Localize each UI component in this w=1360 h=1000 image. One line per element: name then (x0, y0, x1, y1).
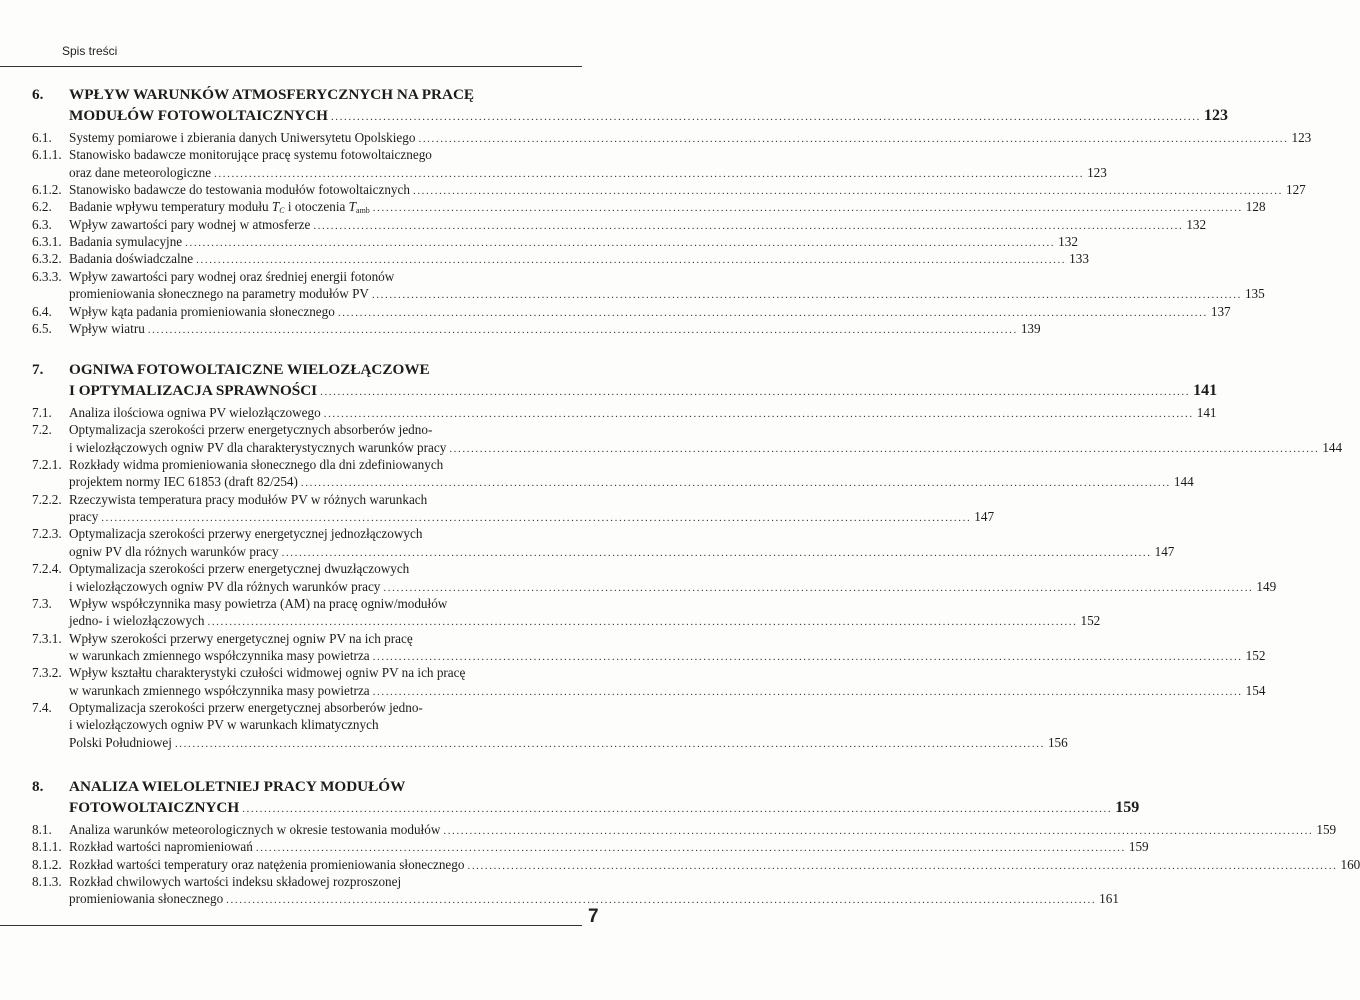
dot-leader: ........................................................................................................................................................................................................ (383, 582, 1254, 594)
entry-title-line: Stanowisko badawcze monitorujące pracę systemu fotowoltaicznego (69, 147, 432, 162)
toc-entry (32, 716, 567, 734)
chapter-heading (32, 776, 567, 797)
entry-title-line: Rozkład wartości temperatury oraz natężenia promieniowania słonecznego (69, 857, 465, 872)
entry-title-line: Optymalizacja szerokości przerw energetycznej absorberów jedno- (69, 700, 423, 715)
toc-entry (32, 181, 1306, 199)
toc-entry (32, 630, 567, 648)
chapter-number: 8. (32, 778, 44, 795)
entry-title-line: Optymalizacja szerokości przerwy energetycznej jednozłączowych (69, 526, 423, 541)
entry-page-number: 133 (1069, 251, 1089, 266)
entry-title-line: Polski Południowej (69, 735, 172, 750)
entry-title-line: Systemy pomiarowe i zbierania danych Uniwersytetu Opolskiego (69, 130, 416, 145)
dot-leader: ........................................................................................................................................................................................................ (174, 738, 1045, 750)
toc-entry (32, 612, 1101, 630)
dot-leader: ........................................................................................................................................................................................................ (412, 185, 1283, 197)
entry-number: 7.2.2. (32, 492, 62, 507)
entry-number: 6.1. (32, 130, 52, 145)
chapter-page-number: 159 (1115, 799, 1140, 816)
toc-entry (32, 525, 567, 543)
entry-number: 8.1.2. (32, 857, 62, 872)
page-number: 7 (588, 906, 599, 927)
entry-page-number: 144 (1173, 474, 1194, 489)
entry-number: 6.3. (32, 217, 52, 232)
chapter-page-number: 123 (1203, 107, 1228, 124)
toc-entry (32, 164, 1107, 182)
entry-number: 8.1. (32, 822, 52, 837)
chapter-title-line: ANALIZA WIELOLETNIEJ PRACY MODUŁÓW (69, 778, 406, 795)
entry-number: 6.2. (32, 199, 52, 214)
dot-leader: ........................................................................................................................................................................................................ (313, 220, 1184, 232)
dot-leader: ........................................................................................................................................................................................................ (418, 133, 1289, 145)
entry-number: 6.1.1. (32, 147, 62, 162)
toc-entry (32, 303, 1231, 321)
entry-title-line: i wielozłączowych ogniw PV dla charakterystycznych warunków pracy (69, 440, 447, 455)
toc-entry (32, 595, 567, 613)
entry-title-line: Wpływ zawartości pary wodnej oraz średniej energii fotonów (69, 269, 395, 284)
dot-leader: ........................................................................................................................................................................................................ (196, 254, 1067, 266)
toc-entry (32, 473, 1194, 491)
toc-entry (32, 216, 1207, 234)
toc-entry (32, 838, 1149, 856)
toc-entry (32, 404, 1217, 422)
entry-page-number: 128 (1245, 199, 1266, 214)
chapter-heading (32, 797, 1140, 818)
dot-leader: ........................................................................................................................................................................................................ (330, 111, 1201, 123)
dot-leader: ........................................................................................................................................................................................................ (320, 386, 1191, 398)
toc-entry (32, 320, 1041, 338)
entry-title-line: Rozkład wartości napromieniowań (69, 839, 253, 854)
toc-entry (32, 285, 1265, 303)
chapter-heading (32, 380, 1218, 401)
running-head: Spis treści (62, 44, 118, 58)
entry-page-number: 152 (1080, 613, 1101, 628)
dot-leader: ........................................................................................................................................................................................................ (337, 307, 1208, 319)
toc-entry (32, 890, 1119, 908)
entry-title-line: Rzeczywista temperatura pracy modułów PV w różnych warunkach (69, 492, 428, 507)
dot-leader: ........................................................................................................................................................................................................ (467, 860, 1338, 872)
toc-entry (32, 873, 567, 891)
chapter-heading (32, 359, 567, 380)
entry-title-line: Wpływ zawartości pary wodnej w atmosferze (69, 217, 311, 232)
entry-title-line: Badanie wpływu temperatury modułu $T_C$ i otoczenia $T_{amb}$ (69, 199, 370, 215)
toc-entry (32, 856, 1360, 874)
toc-entry (32, 578, 1277, 596)
entry-page-number: 159 (1128, 839, 1149, 854)
toc-entry (32, 543, 1175, 561)
entry-number: 6.3.1. (32, 234, 62, 249)
entry-number: 7.2.3. (32, 526, 62, 541)
entry-page-number: 139 (1020, 321, 1041, 336)
entry-title-line: oraz dane meteorologiczne (69, 165, 212, 180)
entry-number: 7.2.1. (32, 457, 62, 472)
dot-leader: ........................................................................................................................................................................................................ (371, 289, 1242, 301)
entry-number: 7.3. (32, 596, 52, 611)
entry-title-line: projektem normy IEC 61853 (draft 82/254) (69, 474, 298, 489)
entry-page-number: 156 (1047, 735, 1068, 750)
dot-leader: ........................................................................................................................................................................................................ (242, 803, 1113, 815)
entry-page-number: 137 (1210, 304, 1231, 319)
dot-leader: ........................................................................................................................................................................................................ (372, 202, 1243, 214)
entry-page-number: 161 (1099, 891, 1119, 906)
entry-page-number: 160 (1340, 857, 1360, 872)
toc-entry (32, 682, 1266, 700)
entry-title-line: Analiza ilościowa ogniwa PV wielozłączowego (69, 405, 321, 420)
entry-title-line: Wpływ wiatru (69, 321, 145, 336)
toc-entry (32, 456, 567, 474)
toc-entry (32, 250, 1089, 268)
chapter-heading (32, 84, 567, 105)
entry-number: 7.2.4. (32, 561, 62, 576)
footer-rule (0, 925, 582, 926)
entry-number: 6.1.2. (32, 182, 62, 197)
entry-page-number: 135 (1244, 286, 1265, 301)
dot-leader: ........................................................................................................................................................................................................ (226, 894, 1097, 906)
dot-leader: ........................................................................................................................................................................................................ (300, 477, 1171, 489)
dot-leader: ........................................................................................................................................................................................................ (255, 842, 1126, 854)
entry-title-line: Stanowisko badawcze do testowania modułów fotowoltaicznych (69, 182, 410, 197)
dot-leader: ........................................................................................................................................................................................................ (449, 443, 1320, 455)
toc-entry (32, 821, 1337, 839)
entry-page-number: 144 (1322, 440, 1343, 455)
entry-page-number: 152 (1245, 648, 1266, 663)
chapter-number: 7. (32, 361, 44, 378)
dot-leader: ........................................................................................................................................................................................................ (214, 168, 1085, 180)
chapter-number: 6. (32, 86, 44, 103)
entry-title-line: i wielozłączowych ogniw PV dla różnych warunków pracy (69, 579, 381, 594)
dot-leader: ........................................................................................................................................................................................................ (443, 825, 1314, 837)
entry-title-line: Badania symulacyjne (69, 234, 183, 249)
entry-number: 8.1.1. (32, 839, 62, 854)
entry-title-line: ogniw PV dla różnych warunków pracy (69, 544, 279, 559)
toc-entry (32, 439, 1343, 457)
entry-title-line: Badania doświadczalne (69, 251, 194, 266)
entry-title-line: Optymalizacja szerokości przerw energetycznych absorberów jedno- (69, 422, 433, 437)
chapter-title-line: I OPTYMALIZACJA SPRAWNOŚCI (69, 382, 318, 399)
entry-page-number: 127 (1285, 182, 1306, 197)
entry-title-line: Analiza warunków meteorologicznych w okresie testowania modułów (69, 822, 441, 837)
entry-page-number: 132 (1058, 234, 1078, 249)
entry-number: 7.3.2. (32, 665, 62, 680)
toc-entry (32, 508, 995, 526)
toc-entry (32, 233, 1078, 251)
toc-entry (32, 491, 567, 509)
entry-number: 7.2. (32, 422, 52, 437)
toc-entry (32, 560, 567, 578)
entry-page-number: 154 (1245, 683, 1266, 698)
dot-leader: ........................................................................................................................................................................................................ (323, 408, 1194, 420)
dot-leader: ........................................................................................................................................................................................................ (372, 651, 1243, 663)
toc-entry (32, 129, 1312, 147)
entry-page-number: 147 (1154, 544, 1175, 559)
chapter-heading (32, 105, 1228, 126)
entry-number: 6.4. (32, 304, 52, 319)
toc-entry (32, 664, 567, 682)
toc-entry (32, 268, 567, 286)
entry-number: 6.3.2. (32, 251, 62, 266)
entry-number: 7.4. (32, 700, 52, 715)
entry-page-number: 141 (1196, 405, 1217, 420)
entry-number: 8.1.3. (32, 874, 62, 889)
chapter-title-line: OGNIWA FOTOWOLTAICZNE WIELOZŁĄCZOWE (69, 361, 430, 378)
entry-title-line: promieniowania słonecznego na parametry modułów PV (69, 286, 369, 301)
entry-title-line: promieniowania słonecznego (69, 891, 224, 906)
entry-page-number: 132 (1186, 217, 1207, 232)
entry-title-line: Optymalizacja szerokości przerw energetycznej dwuzłączowych (69, 561, 410, 576)
entry-title-line: pracy (69, 509, 99, 524)
entry-page-number: 147 (974, 509, 995, 524)
dot-leader: ........................................................................................................................................................................................................ (147, 324, 1018, 336)
entry-title-line: jedno- i wielozłączowych (69, 613, 205, 628)
entry-page-number: 123 (1291, 130, 1312, 145)
entry-page-number: 123 (1087, 165, 1107, 180)
entry-title-line: Wpływ współczynnika masy powietrza (AM) na pracę ogniw/modułów (69, 596, 448, 611)
entry-title-line: Wpływ kształtu charakterystyki czułości widmowej ogniw PV na ich pracę (69, 665, 466, 680)
dot-leader: ........................................................................................................................................................................................................ (372, 686, 1243, 698)
toc-entry (32, 699, 567, 717)
dot-leader: ........................................................................................................................................................................................................ (101, 512, 972, 524)
toc-entry (32, 734, 1068, 752)
entry-page-number: 149 (1256, 579, 1277, 594)
dot-leader: ........................................................................................................................................................................................................ (281, 547, 1152, 559)
entry-number: 7.1. (32, 405, 52, 420)
dot-leader: ........................................................................................................................................................................................................ (207, 616, 1078, 628)
toc-entry (32, 647, 1266, 665)
entry-title-line: i wielozłączowych ogniw PV w warunkach klimatycznych (69, 717, 379, 732)
entry-title-line: Wpływ szerokości przerwy energetycznej ogniw PV na ich pracę (69, 631, 413, 646)
chapter-title-line: MODUŁÓW FOTOWOLTAICZNYCH (69, 107, 328, 124)
toc-entry (32, 198, 1266, 216)
entry-title-line: w warunkach zmiennego współczynnika masy powietrza (69, 648, 370, 663)
entry-title-line: w warunkach zmiennego współczynnika masy powietrza (69, 683, 370, 698)
entry-title-line: Rozkład chwilowych wartości indeksu składowej rozproszonej (69, 874, 402, 889)
chapter-page-number: 141 (1193, 382, 1218, 399)
toc-entry (32, 146, 567, 164)
dot-leader: ........................................................................................................................................................................................................ (185, 237, 1056, 249)
entry-number: 7.3.1. (32, 631, 62, 646)
entry-title-line: Wpływ kąta padania promieniowania słonecznego (69, 304, 335, 319)
chapter-title-line: WPŁYW WARUNKÓW ATMOSFERYCZNYCH NA PRACĘ (69, 86, 475, 103)
entry-page-number: 159 (1316, 822, 1337, 837)
entry-title-line: Rozkłady widma promieniowania słonecznego dla dni zdefiniowanych (69, 457, 444, 472)
toc-entry (32, 421, 567, 439)
entry-number: 6.5. (32, 321, 52, 336)
entry-number: 6.3.3. (32, 269, 62, 284)
chapter-title-line: FOTOWOLTAICZNYCH (69, 799, 240, 816)
